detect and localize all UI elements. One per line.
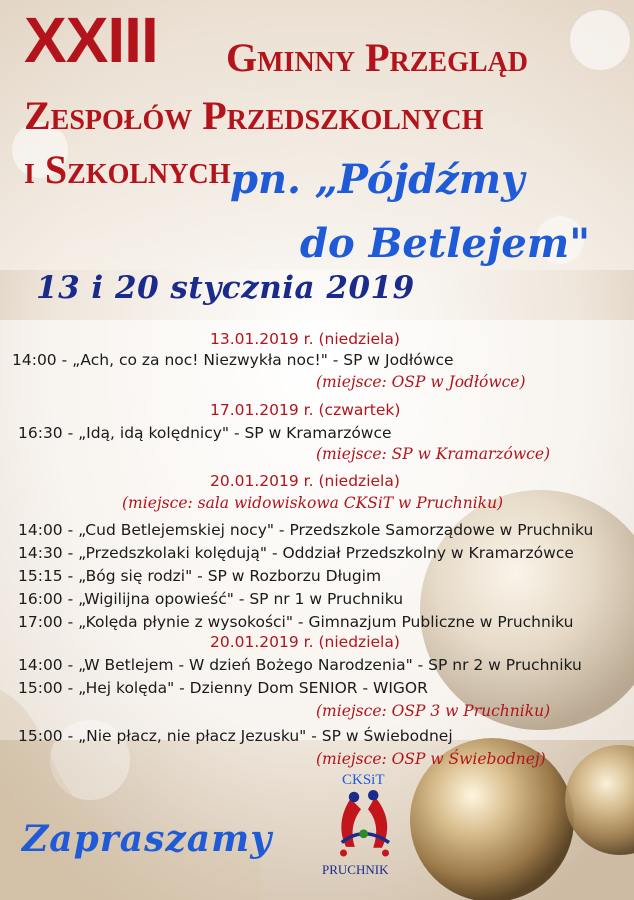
- list-item: 15:00 - „Hej kolęda" - Dzienny Dom SENIOR - WIGOR: [18, 679, 428, 697]
- cksit-logo: [318, 770, 418, 880]
- day1-header: [210, 330, 400, 348]
- list-item: 14:00 - „Ach, co za noc! Niezwykła noc!" - SP w Jodłówce: [12, 351, 454, 369]
- day1-location: (miejsce: OSP w Jodłówce): [316, 373, 526, 391]
- day4-weekday: (niedziela): [318, 633, 400, 651]
- list-item: 16:00 - „Wigilijna opowieść" - SP nr 1 w Pruchniku: [18, 590, 404, 608]
- day2-weekday: (czwartek): [318, 401, 401, 419]
- day3-header: [210, 472, 400, 490]
- day4-location-2: (miejsce: OSP w Świebodnej): [316, 750, 546, 768]
- day3-weekday: (niedziela): [318, 472, 400, 490]
- list-item: 15:00 - „Nie płacz, nie płacz Jezusku" - SP w Świebodnej: [18, 727, 453, 745]
- day3-date: 20.01.2019 r.: [210, 472, 314, 490]
- dates-banner: 13 i 20 stycznia 2019: [36, 270, 415, 306]
- day2-date: 17.01.2019 r.: [210, 401, 314, 419]
- logo-bottom-text: PRUCHNIK: [322, 862, 389, 877]
- list-item: 15:15 - „Bóg się rodzi" - SP w Rozborzu Długim: [18, 567, 382, 585]
- invite-text: Zapraszamy: [22, 818, 273, 860]
- day1-weekday: (niedziela): [318, 330, 400, 348]
- title-roman-numeral: XXIII: [24, 4, 158, 76]
- day4-date: 20.01.2019 r.: [210, 633, 314, 651]
- day4-header: [210, 633, 400, 651]
- title-phrase: pn. „Pójdźmy: [230, 156, 525, 203]
- logo-top-text: CKSiT: [342, 772, 385, 788]
- list-item: 14:00 - „Cud Betlejemskiej nocy" - Przedszkole Samorządowe w Pruchniku: [18, 521, 594, 539]
- list-item: 16:30 - „Idą, idą kolędnicy" - SP w Kramarzówce: [18, 424, 392, 442]
- dancers-icon: [318, 790, 418, 860]
- list-item: 14:00 - „W Betlejem - W dzień Bożego Narodzenia" - SP nr 2 w Pruchniku: [18, 656, 582, 674]
- title-line-2: Zespołów Przedszkolnych: [24, 93, 484, 138]
- list-item: 17:00 - „Kolęda płynie z wysokości" - Gimnazjum Publiczne w Pruchniku: [18, 613, 574, 631]
- title-line-1: Gminny Przegląd: [226, 35, 529, 80]
- title-line-3: i Szkolnych: [24, 147, 231, 192]
- day1-date: 13.01.2019 r.: [210, 330, 314, 348]
- day3-location: (miejsce: sala widowiskowa CKSiT w Pruchniku): [122, 494, 504, 512]
- day2-header: [210, 401, 400, 419]
- title-phrase-2: do Betlejem": [300, 220, 591, 267]
- day2-location: (miejsce: SP w Kramarzówce): [316, 445, 551, 463]
- day4-location: (miejsce: OSP 3 w Pruchniku): [316, 702, 551, 720]
- list-item: 14:30 - „Przedszkolaki kolędują" - Oddział Przedszkolny w Kramarzówce: [18, 544, 574, 562]
